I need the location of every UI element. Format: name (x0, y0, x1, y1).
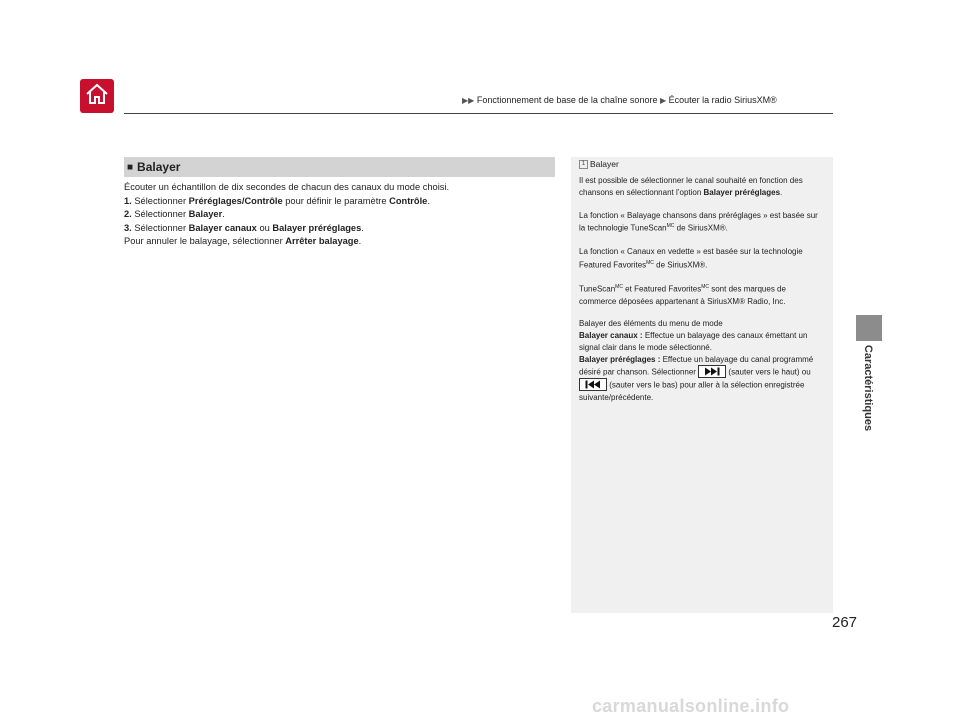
reference-icon: 1 (579, 160, 588, 169)
home-icon (85, 83, 109, 110)
skip-back-icon (579, 378, 607, 391)
section-title: Balayer (137, 160, 181, 174)
section-bullet-icon: ■ (127, 161, 134, 173)
intro-paragraph: Écouter un échantillon de dix secondes de chacun des canaux du mode choisi. (124, 182, 450, 192)
watermark: carmanualsonline.info (592, 696, 790, 716)
step-1: 1. Sélectionner Préréglages/Contrôle pour définir le paramètre Contrôle. (124, 195, 430, 206)
step-2: 2. Sélectionner Balayer. (124, 209, 225, 219)
sidebar-body (579, 175, 825, 414)
header-divider (124, 113, 833, 114)
breadcrumb-item[interactable]: Écouter la radio SiriusXM® (668, 95, 777, 105)
breadcrumb-item[interactable]: Fonctionnement de base de la chaîne sonore (476, 95, 658, 105)
breadcrumb (462, 95, 777, 105)
sidebar-paragraph: Il est possible de sélectionner le canal souhaité en fonction des chansons en sélectionnant l’option Balayer préréglages. (579, 176, 803, 197)
main-text (124, 181, 554, 249)
step-3: 3. Sélectionner Balayer canaux ou Balayer préréglages. (124, 222, 364, 233)
sidebar-paragraph: La fonction « Canaux en vedette » est basée sur la technologie Featured Favorites$^{MC}$ de SiriusXM®. (579, 246, 803, 270)
home-button[interactable] (80, 79, 114, 113)
page-number: 267 (832, 614, 858, 631)
sidebar-title: 1 Balayer (579, 159, 619, 169)
section-header (124, 157, 555, 177)
breadcrumb-arrow-icon: ▶ (659, 96, 667, 105)
notes-sidebar (571, 157, 833, 613)
sidebar-paragraph: TuneScan$^{MC}$ et Featured Favorites$^{MC}$ sont des marques de commerce déposées appartenant à SiriusXM® Radio, Inc. (579, 284, 786, 306)
cancel-instruction: Pour annuler le balayage, sélectionner Arrêter balayage. (124, 236, 362, 246)
skip-forward-icon (698, 365, 726, 378)
sidebar-paragraph: Balayer des éléments du menu de mode Balayer canaux : Effectue un balayage des canaux émettant un signal clair dans le mode sélectionné. Balayer préréglages : Effectue un balayage du canal programmé désiré par chanson. Sélectionner (sauter vers le haut) ou (sauter vers le bas) pour aller à la sélection enregistrée suivante/précédente. (579, 319, 814, 402)
breadcrumb-arrow-icon: ▶▶ (462, 96, 475, 105)
chapter-tab-label[interactable]: Caractéristiques (862, 344, 874, 432)
chapter-tab[interactable] (856, 315, 882, 341)
sidebar-paragraph: La fonction « Balayage chansons dans préréglages » est basée sur la technologie TuneScan$^{MC}$ de SiriusXM®. (579, 210, 818, 234)
